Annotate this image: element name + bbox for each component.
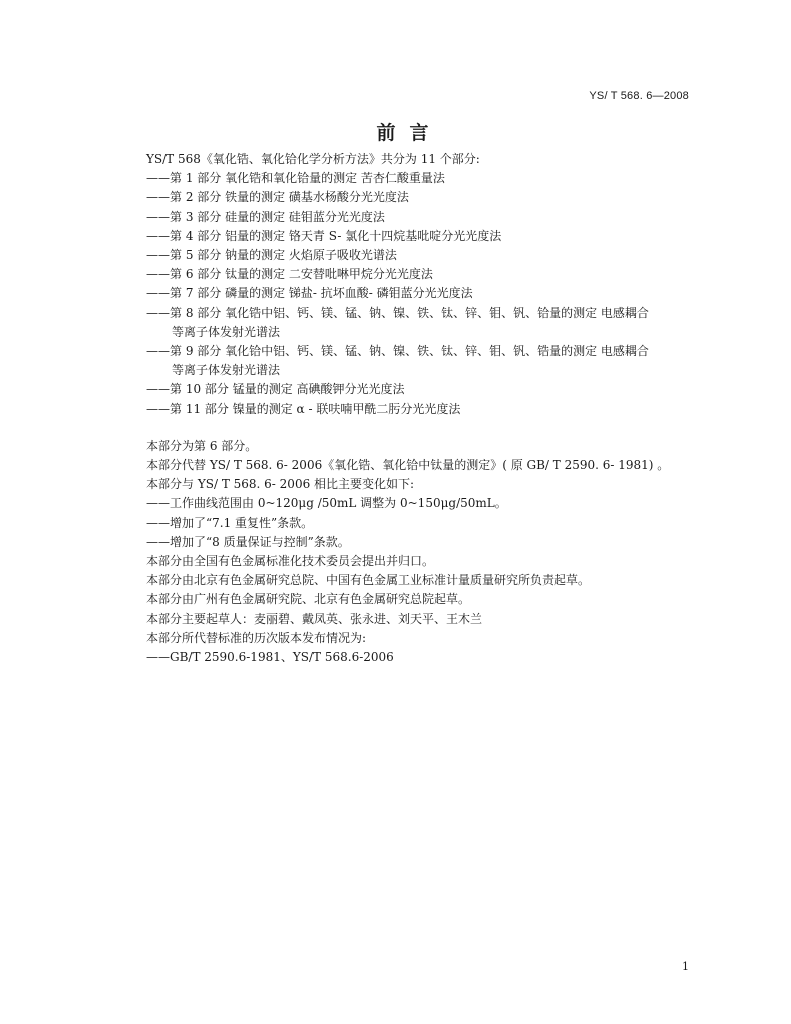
body-paragraph: ——增加了“8 质量保证与控制”条款。 [146,534,350,549]
standard-code: YS/ T 568. 6—2008 [589,90,689,102]
part-list-item: ——第 6 部分 钛量的测定 二安替吡啉甲烷分光光度法 [146,267,433,282]
part-list-item: ——第 3 部分 硅量的测定 硅钼蓝分光光度法 [146,209,385,224]
document-body [146,150,701,667]
part-10: ——第 10 部分 锰量的测定 高碘酸钾分光光度法 [146,382,405,397]
intro-text: YS/T 568《氧化锆、氧化铪化学分析方法》共分为 11 个部分: [146,152,480,166]
page-title: 前言 [376,122,443,144]
part-list-item: ——第 4 部分 铝量的测定 铬天青 S- 氯化十四烷基吡啶分光光度法 [146,228,502,243]
body-paragraph: 本部分由全国有色金属标准化技术委员会提出并归口。 [146,554,435,569]
body-paragraph: 本部分代替 YS/ T 568. 6- 2006《氧化锆、氧化铪中钛量的测定》( 原 GB/ T 2590. 6- 1981) 。 [146,458,670,473]
body-paragraph: ——GB/T 2590.6-1981、YS/T 568.6-2006 [146,650,394,665]
part-list-item: ——第 5 部分 钠量的测定 火焰原子吸收光谱法 [146,248,397,263]
body-paragraph: 本部分由北京有色金属研究总院、中国有色金属工业标准计量质量研究所负责起草。 [146,573,591,588]
part-9-line-1: ——第 9 部分 氧化铪中铝、钙、镁、锰、钠、镍、铁、钛、锌、钼、钒、锆量的测定 电感耦合 [146,344,649,359]
body-paragraph: 本部分主要起草人：麦丽碧、戴凤英、张永进、刘天平、王木兰 [146,611,483,626]
part-8-line-2: 等离子体发射光谱法 [172,324,281,339]
body-paragraph: 本部分由广州有色金属研究院、北京有色金属研究总院起草。 [146,592,471,607]
body-paragraph: ——工作曲线范围由 0~120μg /50mL 调整为 0~150μg/50mL。 [146,496,507,511]
section-spacer [146,419,701,437]
part-list-item: ——第 2 部分 铁量的测定 磺基水杨酸分光光度法 [146,190,409,205]
body-paragraph: 本部分为第 6 部分。 [146,438,258,453]
body-paragraph: 本部分与 YS/ T 568. 6- 2006 相比主要变化如下: [146,477,415,492]
part-list-item: ——第 1 部分 氧化锆和氧化铪量的测定 苦杏仁酸重量法 [146,171,445,186]
part-8-line-1: ——第 8 部分 氧化锆中铝、钙、镁、锰、钠、镍、铁、钛、锌、钼、钒、铪量的测定 电感耦合 [146,305,649,320]
part-list-item: ——第 7 部分 磷量的测定 锑盐- 抗坏血酸- 磷钼蓝分光光度法 [146,286,473,301]
body-paragraph: ——增加了“7.1 重复性”条款。 [146,515,314,530]
part-11: ——第 11 部分 镍量的测定 α - 联呋喃甲酰二肟分光光度法 [146,401,461,416]
part-9-line-2: 等离子体发射光谱法 [172,363,281,378]
body-paragraph: 本部分所代替标准的历次版本发布情况为: [146,630,367,645]
page-number: 1 [682,960,689,973]
